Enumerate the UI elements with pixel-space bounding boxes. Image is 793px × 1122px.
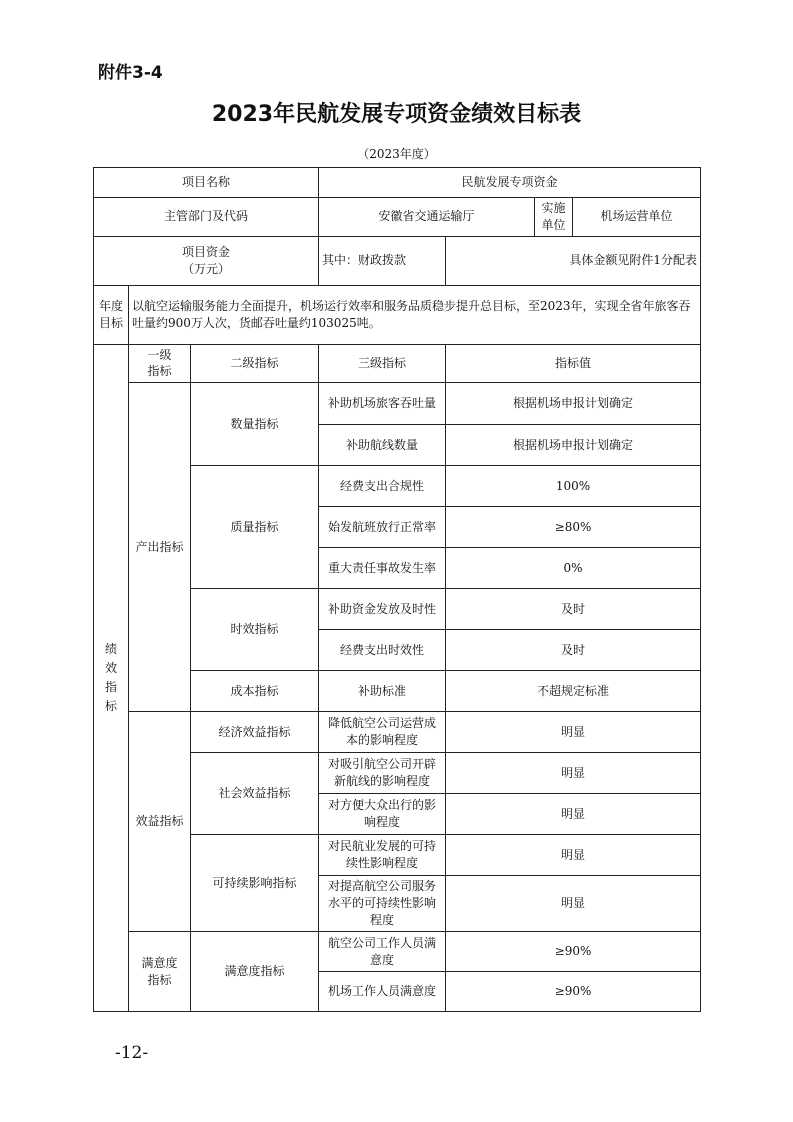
indicator-name: 对吸引航空公司开辟 新航线的影响程度 [319, 753, 446, 794]
indicator-name: 始发航班放行正常率 [319, 507, 446, 548]
satisfaction-level1-label: 满意度 指标 [129, 932, 191, 1012]
annual-goal-text: 以航空运输服务能力全面提升，机场运行效率和服务品质稳步提升总目标，至2023年，实现全省年旅客吞吐量约900万人次，货邮吞吐量约103025吨。 [129, 285, 701, 344]
indicator-name: 对民航业发展的可持 续性影响程度 [319, 835, 446, 876]
indicator-value: ≥90% [446, 932, 701, 972]
indicator-value: 根据机场申报计划确定 [446, 425, 701, 466]
year-note: （2023年度） [357, 147, 436, 161]
indicator-name: 补助机场旅客吞吐量 [319, 383, 446, 425]
output-label: 产出指标 [129, 383, 191, 712]
quantity-label: 数量指标 [191, 383, 319, 466]
indicator-value: 根据机场申报计划确定 [446, 383, 701, 425]
indicator-name: 补助航线数量 [319, 425, 446, 466]
header-level3: 三级指标 [319, 344, 446, 383]
table-row [94, 236, 701, 285]
project-name-label: 项目名称 [94, 168, 319, 198]
indicator-value: 明显 [446, 753, 701, 794]
performance-table [93, 167, 701, 1012]
indicator-name: 降低航空公司运营成 本的影响程度 [319, 712, 446, 753]
header-value: 指标值 [446, 344, 701, 383]
indicator-name: 补助资金发放及时性 [319, 589, 446, 630]
social-label: 社会效益指标 [191, 753, 319, 835]
indicator-name: 经费支出合规性 [319, 466, 446, 507]
indicator-name: 对方便大众出行的影 响程度 [319, 794, 446, 835]
indicator-value: 明显 [446, 712, 701, 753]
indicator-value: ≥90% [446, 972, 701, 1012]
indicator-name: 机场工作人员满意度 [319, 972, 446, 1012]
quality-label: 质量指标 [191, 466, 319, 589]
satisfaction-label: 满意度指标 [191, 932, 319, 1012]
indicators-section-label: 绩 效 指 标 [94, 344, 129, 1012]
indicator-name: 航空公司工作人员满 意度 [319, 932, 446, 972]
page-number: -12- [115, 1043, 149, 1063]
table-row [94, 285, 701, 344]
indicator-value: ≥80% [446, 507, 701, 548]
funds-note: 具体金额见附件1分配表 [446, 236, 701, 285]
indicator-value: 0% [446, 548, 701, 589]
table-row [94, 712, 701, 753]
cost-label: 成本指标 [191, 671, 319, 712]
project-name-value: 民航发展专项资金 [319, 168, 701, 198]
header-level2: 二级指标 [191, 344, 319, 383]
funds-label: 项目资金 （万元） [94, 236, 319, 285]
indicator-name: 补助标准 [319, 671, 446, 712]
table-row [94, 198, 701, 237]
indicator-name: 对提高航空公司服务 水平的可持续性影响 程度 [319, 876, 446, 932]
sustainable-label: 可持续影响指标 [191, 835, 319, 932]
dept-value: 安徽省交通运输厅 [319, 198, 535, 237]
indicator-value: 及时 [446, 630, 701, 671]
table-row [94, 932, 701, 972]
indicator-value: 明显 [446, 876, 701, 932]
indicator-value: 明显 [446, 794, 701, 835]
timeliness-label: 时效指标 [191, 589, 319, 671]
funds-sub: 其中：财政拨款 [319, 236, 446, 285]
dept-label: 主管部门及代码 [94, 198, 319, 237]
impl-label: 实施单位 [535, 198, 573, 237]
indicator-value: 及时 [446, 589, 701, 630]
header-level1: 一级 指标 [129, 344, 191, 383]
attachment-label: 附件3-4 [98, 63, 163, 83]
table-row [94, 168, 701, 198]
table-row [94, 383, 701, 425]
economic-label: 经济效益指标 [191, 712, 319, 753]
indicator-name: 重大责任事故发生率 [319, 548, 446, 589]
indicator-value: 100% [446, 466, 701, 507]
indicator-value: 明显 [446, 835, 701, 876]
benefit-label: 效益指标 [129, 712, 191, 932]
page-title: 2023年民航发展专项资金绩效目标表 [211, 102, 582, 127]
table-header-row [94, 344, 701, 383]
annual-goal-label: 年度 目标 [94, 285, 129, 344]
indicator-value: 不超规定标准 [446, 671, 701, 712]
impl-value: 机场运营单位 [573, 198, 701, 237]
indicator-name: 经费支出时效性 [319, 630, 446, 671]
